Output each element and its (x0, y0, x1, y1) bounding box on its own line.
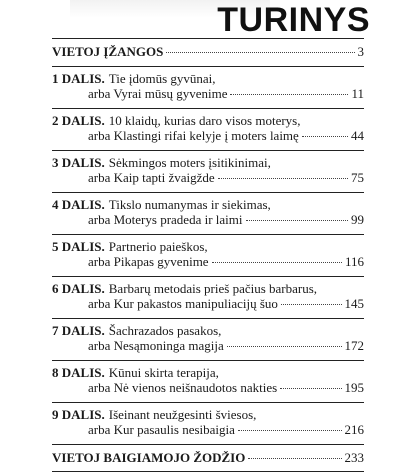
dot-leader (238, 430, 342, 431)
chapter-title: Sėkmingos moters įsitikinimai, (108, 154, 271, 170)
dot-leader (281, 304, 342, 305)
chapter-subtitle: arba Moterys pradeda ir laimi (88, 212, 243, 227)
page-title: TURINYS (217, 1, 370, 39)
page-number: 216 (344, 422, 364, 437)
toc-entry-label: VIETOJ ĮŽANGOS (52, 44, 164, 59)
page-number: 44 (351, 128, 364, 143)
toc-entry-part-2 (52, 109, 364, 150)
page-number: 99 (351, 212, 364, 227)
page-number: 195 (344, 380, 364, 395)
chapter-title: 10 klaidų, kurias daro visos moterys, (108, 112, 301, 128)
chapter-subtitle: arba Pikapas gyvenime (88, 254, 209, 269)
toc-entry-part-8 (52, 361, 364, 402)
table-of-contents (52, 38, 364, 472)
page-number: 3 (357, 44, 364, 59)
chapter-title: Partnerio paieškos, (108, 238, 208, 254)
part-label: 5 DALIS. (52, 238, 105, 254)
part-label: 8 DALIS. (52, 364, 105, 380)
dot-leader (212, 262, 342, 263)
part-label: 7 DALIS. (52, 322, 105, 338)
page-number: 172 (344, 338, 364, 353)
chapter-title: Tikslo numanymas ir siekimas, (108, 196, 271, 212)
dot-leader (227, 346, 342, 347)
chapter-subtitle: arba Nesąmoninga magija (88, 338, 224, 353)
toc-entry-part-6 (52, 277, 364, 318)
dot-leader (280, 388, 341, 389)
part-label: 1 DALIS. (52, 70, 105, 86)
dot-leader (166, 52, 354, 53)
dot-leader (230, 94, 348, 95)
dot-leader (218, 178, 348, 179)
page-number: 75 (351, 170, 364, 185)
page-number: 116 (344, 254, 364, 269)
chapter-subtitle: arba Nė vienos neišnaudotos nakties (88, 380, 278, 395)
chapter-title: Kūnui skirta terapija, (108, 364, 219, 380)
chapter-subtitle: arba Vyrai mūsų gyvenime (88, 86, 228, 101)
part-label: 6 DALIS. (52, 280, 105, 296)
chapter-title: Šachrazados pasakos, (108, 322, 222, 338)
dot-leader (246, 220, 349, 221)
chapter-title: Tie įdomūs gyvūnai, (108, 70, 216, 86)
dot-leader (302, 136, 348, 137)
toc-entry-part-1 (52, 67, 364, 108)
page-number: 11 (351, 86, 364, 101)
part-label: 4 DALIS. (52, 196, 105, 212)
dot-leader (248, 458, 341, 459)
chapter-subtitle: arba Kur pasaulis nesibaigia (88, 422, 235, 437)
chapter-subtitle: arba Klastingi rifai kelyje į moters laimę (88, 128, 299, 143)
chapter-subtitle: arba Kaip tapti žvaigžde (88, 170, 215, 185)
part-label: 2 DALIS. (52, 112, 105, 128)
part-label: 3 DALIS. (52, 154, 105, 170)
chapter-title: Barbarų metodais prieš pačius barbarus, (108, 280, 318, 296)
chapter-title: Išeinant neužgesinti šviesos, (108, 406, 257, 422)
toc-entry-part-4 (52, 193, 364, 234)
toc-entry-part-9 (52, 403, 364, 444)
toc-entry-part-7 (52, 319, 364, 360)
toc-entry-part-3 (52, 151, 364, 192)
toc-entry-intro (52, 39, 364, 66)
toc-entry-outro (52, 445, 364, 472)
page-number: 233 (344, 449, 364, 465)
part-label: 9 DALIS. (52, 406, 105, 422)
page-number: 145 (344, 296, 364, 311)
toc-entry-part-5 (52, 235, 364, 276)
toc-entry-label: VIETOJ BAIGIAMOJO ŽODŽIO (52, 449, 246, 465)
chapter-subtitle: arba Kur pakastos manipuliacijų šuo (88, 296, 278, 311)
